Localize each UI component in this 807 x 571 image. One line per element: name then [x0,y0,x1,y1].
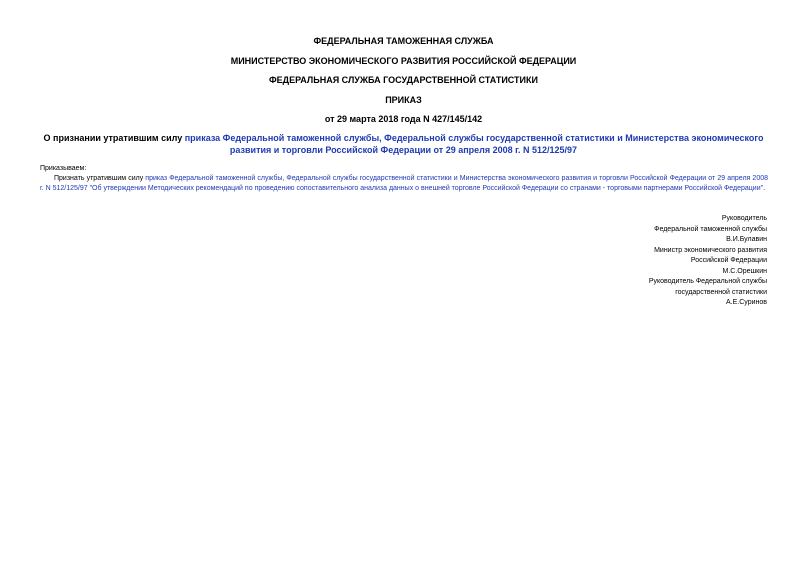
header-agency-statistics: ФЕДЕРАЛЬНАЯ СЛУЖБА ГОСУДАРСТВЕННОЙ СТАТИСТИКИ [269,75,538,85]
signature-line: Руководитель Федеральной службы [648,278,767,285]
signature-line: Российской Федерации [690,257,767,264]
signature-line: Руководитель [721,215,767,222]
paragraph-prefix: Признать утратившим силу [54,175,146,182]
signature-name: А.Е.Суринов [726,299,767,306]
signature-line: государственной статистики [675,288,767,296]
signature-name: М.С.Орешкин [722,267,767,275]
title-link[interactable]: приказа Федеральной таможенной службы, Федеральной службы государственной статистики и Министерства экономического развития и торговли Российской Федерации от 29 апреля 2008 г. N 512/125/97 [184,133,764,155]
signature-name: В.И.Булавин [726,236,767,243]
title-prefix: О признании утратившим силу [43,133,185,143]
signature-line: Федеральной таможенной службы [654,225,767,233]
document-type: ПРИКАЗ [385,95,422,105]
paragraph-suffix: . [763,185,766,192]
header-ministry-economy: МИНИСТЕРСТВО ЭКОНОМИЧЕСКОГО РАЗВИТИЯ РОССИЙСКОЙ ФЕДЕРАЦИИ [230,56,577,66]
signature-line: Министр экономического развития [654,246,767,254]
signature-block [649,214,767,309]
intro-text: Приказываем: [40,165,87,172]
document-title [40,132,767,156]
paragraph-link[interactable]: приказ Федеральной таможенной службы, Федеральной службы государственной статистики и Министерства экономического развития и торговли Российской Федерации от 29 апреля 2008 г. N 512/125/97 "Об утверждении Методических рекомендаций по проведению сопоставительного анализа данных о внешней торговле Российской Федерации со странами - торговыми партнерами Российской Федерации" [40,175,769,192]
document-date-number: от 29 марта 2018 года N 427/145/142 [324,114,483,124]
header-agency-customs: ФЕДЕРАЛЬНАЯ ТАМОЖЕННАЯ СЛУЖБА [313,36,494,46]
body-paragraph [40,174,768,194]
